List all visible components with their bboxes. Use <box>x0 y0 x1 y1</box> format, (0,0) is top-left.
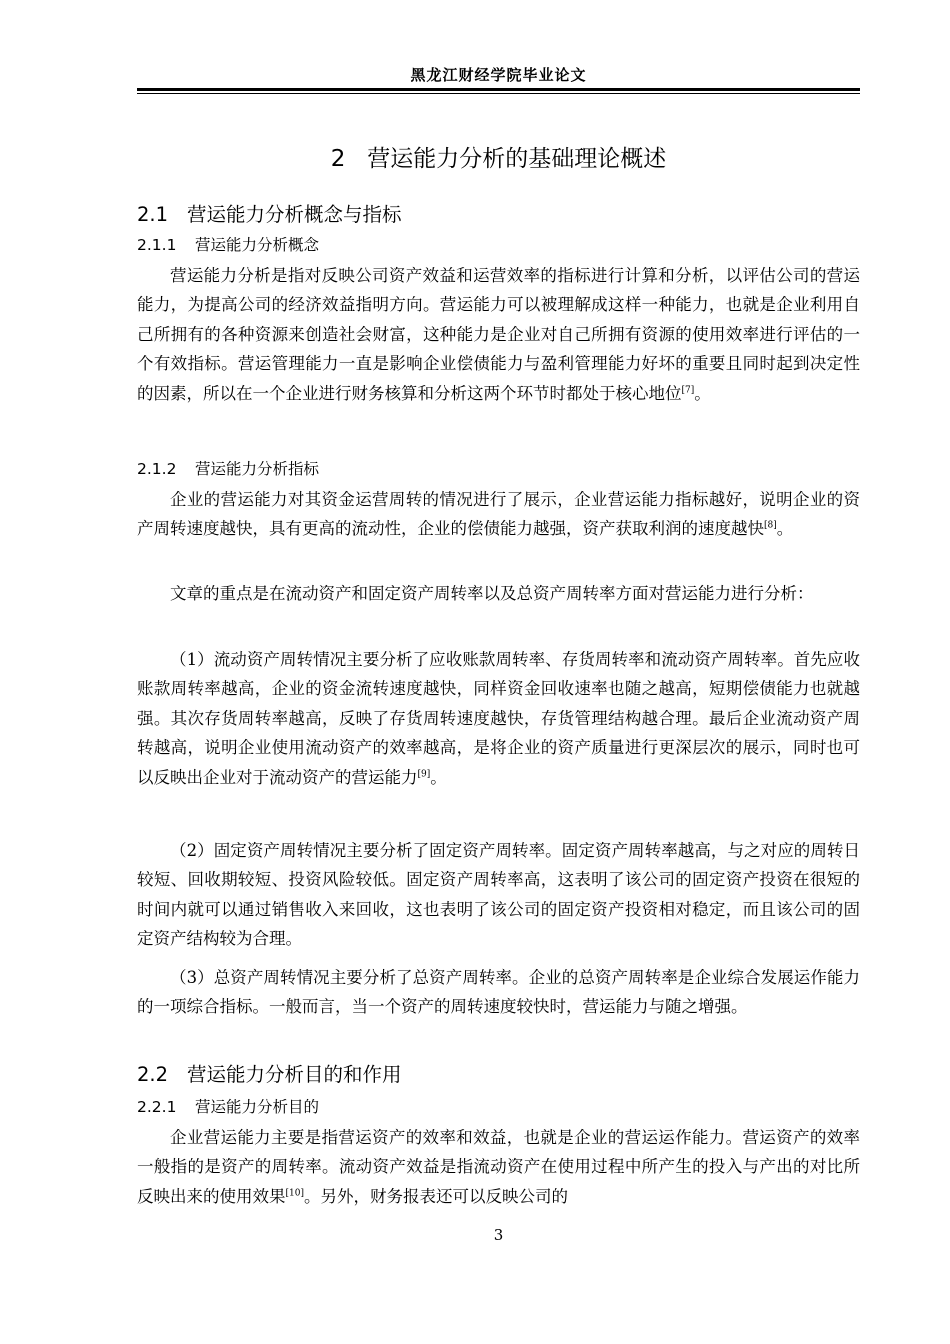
section-heading-2-2 <box>137 1059 402 1087</box>
citation-ref: [7] <box>681 385 695 396</box>
subsection-title: 营运能力分析概念 <box>195 236 320 254</box>
citation-ref: [9] <box>417 769 431 780</box>
subsection-number: 2.1.1 <box>137 236 177 254</box>
paragraph-2-1-2-4: （2）固定资产周转情况主要分析了固定资产周转率。固定资产周转率越高，与之对应的周转日较短、回收期较短、投资风险较低。固定资产周转率高，这表明了该公司的固定资产投资在很短的时间内就可以通过销售收入来回收，这也表明了该公司的固定资产投资相对稳定，而且该公司的固定资产结构较为合理。 <box>137 841 860 949</box>
citation-ref: [8] <box>764 520 777 531</box>
subsection-number: 2.2.1 <box>137 1098 177 1116</box>
section-title: 营运能力分析目的和作用 <box>187 1063 402 1086</box>
chapter-number: 2 <box>330 146 346 172</box>
chapter-title <box>137 140 860 173</box>
subsection-heading-2-1-2 <box>137 457 319 479</box>
subsection-title: 营运能力分析指标 <box>195 460 320 478</box>
section-title: 营运能力分析概念与指标 <box>187 203 402 226</box>
chapter-title-text: 营运能力分析的基础理论概述 <box>367 146 667 172</box>
paragraph-2-1-2-1: 企业的营运能力对其资金运营周转的情况进行了展示，企业营运能力指标越好，说明企业的资产周转速度越快，具有更高的流动性，企业的偿债能力越强，资产获取利润的速度越快[8]。 <box>137 490 860 539</box>
running-header: 黑龙江财经学院毕业论文 <box>410 66 587 84</box>
paragraph-2-2-1-1: 企业营运能力主要是指营运资产的效率和效益，也就是企业的营运运作能力。营运资产的效率一般指的是资产的周转率。流动资产效益是指流动资产在使用过程中所产生的投入与产出的对比所反映出来的使用效果[10]。另外，财务报表还可以反映公司的 <box>137 1128 860 1206</box>
subsection-title: 营运能力分析目的 <box>195 1098 320 1116</box>
paragraph-2-1-2-5: （3）总资产周转情况主要分析了总资产周转率。企业的总资产周转率是企业综合发展运作能力的一项综合指标。一般而言，当一个资产的周转速度较快时，营运能力与随之增强。 <box>137 968 860 1017</box>
page-number: 3 <box>493 1226 504 1244</box>
paragraph-2-1-1-1: 营运能力分析是指对反映公司资产效益和运营效率的指标进行计算和分析，以评估公司的营运能力，为提高公司的经济效益指明方向。营运能力可以被理解成这样一种能力，也就是企业利用自己所拥有的各种资源来创造社会财富，这种能力是企业对自己所拥有资源的使用效率进行评估的一个有效指标。营运管理能力一直是影响企业偿债能力与盈利管理能力好坏的重要且同时起到决定性的因素，所以在一个企业进行财务核算和分析这两个环节时都处于核心地位[7]。 <box>137 266 860 403</box>
subsection-number: 2.1.2 <box>137 460 177 478</box>
section-number: 2.1 <box>137 203 169 226</box>
citation-ref: [10] <box>285 1188 304 1199</box>
subsection-heading-2-1-1 <box>137 233 319 255</box>
paragraph-2-1-2-3: （1）流动资产周转情况主要分析了应收账款周转率、存货周转率和流动资产周转率。首先应收账款周转率越高，企业的资金流转速度越快，同样资金回收速率也随之越高，短期偿债能力也就越强。其次存货周转率越高，反映了存货周转速度越快，存货管理结构越合理。最后企业流动资产周转越高，说明企业使用流动资产的效率越高，是将企业的资产质量进行更深层次的展示，同时也可以反映出企业对于流动资产的营运能力[9]。 <box>137 650 860 787</box>
paragraph-2-1-2-2: 文章的重点是在流动资产和固定资产周转率以及总资产周转率方面对营运能力进行分析： <box>170 584 814 603</box>
header-rule-thick <box>137 88 860 91</box>
section-number: 2.2 <box>137 1063 169 1086</box>
subsection-heading-2-2-1 <box>137 1095 319 1117</box>
section-heading-2-1 <box>137 199 402 227</box>
header-rule-thin <box>137 93 860 94</box>
